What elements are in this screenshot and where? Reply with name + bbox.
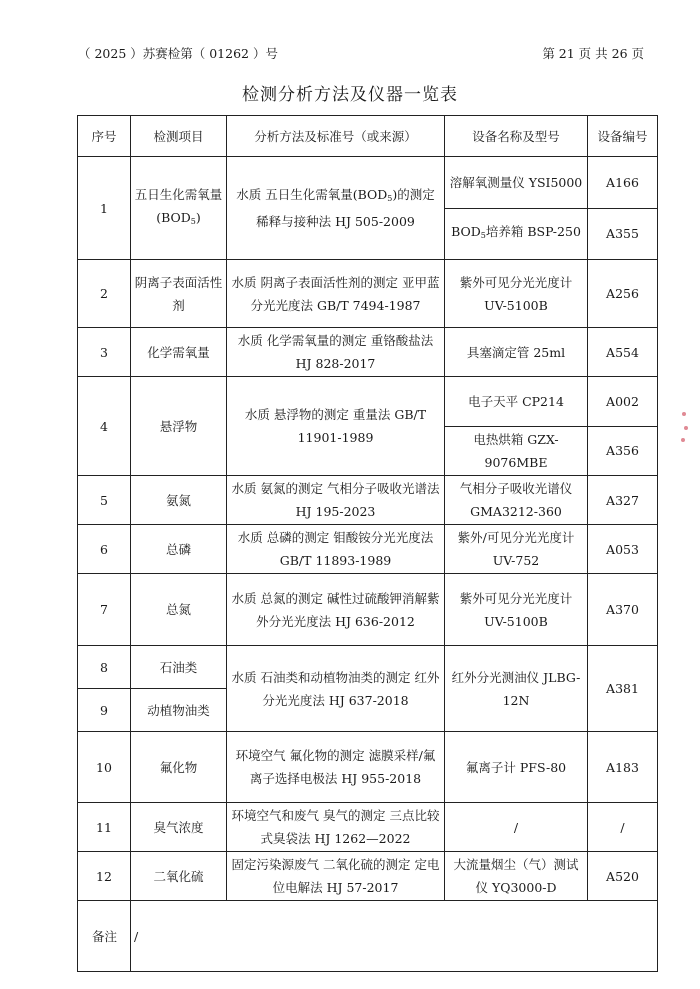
page-title: 检测分析方法及仪器一览表 <box>242 85 458 105</box>
equipment-code: A183 <box>588 732 658 803</box>
test-item: 五日生化需氧量$(BOD_5)$ <box>131 157 227 260</box>
equipment: 溶解氧测量仪 YSI5000 <box>445 157 588 209</box>
table-row <box>78 377 658 427</box>
document-number: （ 2025 ）苏赛检第（ 01262 ）号 <box>78 46 278 61</box>
equipment: 紫外可见分光光度计 UV-5100B <box>445 260 588 328</box>
table-row <box>78 803 658 852</box>
row-number: 12 <box>78 852 131 901</box>
methods-instruments-table <box>77 115 658 972</box>
method-standard: 环境空气和废气 臭气的测定 三点比较式臭袋法 HJ 1262—2022 <box>227 803 445 852</box>
equipment: 紫外/可见分光光度计 UV-752 <box>445 525 588 574</box>
test-item: 氨氮 <box>131 476 227 525</box>
row-number: 3 <box>78 328 131 377</box>
column-header: 设备编号 <box>588 116 658 157</box>
equipment: / <box>445 803 588 852</box>
row-number: 6 <box>78 525 131 574</box>
row-number: 10 <box>78 732 131 803</box>
method-standard: 水质 化学需氧量的测定 重铬酸盐法 HJ 828-2017 <box>227 328 445 377</box>
column-header: 检测项目 <box>131 116 227 157</box>
equipment-code: A381 <box>588 646 658 732</box>
test-item: 二氧化硫 <box>131 852 227 901</box>
table-row <box>78 476 658 525</box>
row-number: 11 <box>78 803 131 852</box>
equipment: 紫外可见分光光度计 UV-5100B <box>445 574 588 646</box>
column-header: 序号 <box>78 116 131 157</box>
test-item: 悬浮物 <box>131 377 227 476</box>
row-number: 8 <box>78 646 131 689</box>
table-row <box>78 646 658 689</box>
equipment: 气相分子吸收光谱仪 GMA3212-360 <box>445 476 588 525</box>
test-item: 阴离子表面活性剂 <box>131 260 227 328</box>
equipment: 氟离子计 PFS-80 <box>445 732 588 803</box>
equipment-code: A370 <box>588 574 658 646</box>
remark-label: 备注 <box>78 901 131 972</box>
test-item: 总磷 <box>131 525 227 574</box>
table-row <box>78 157 658 209</box>
method-standard: 水质 五日生化需氧量$(BOD_5)$的测定 稀释与接种法 HJ 505-2009 <box>227 157 445 260</box>
equipment-code: / <box>588 803 658 852</box>
equipment-code: A327 <box>588 476 658 525</box>
row-number: 7 <box>78 574 131 646</box>
test-item: 臭气浓度 <box>131 803 227 852</box>
test-item: 总氮 <box>131 574 227 646</box>
table-header-row <box>78 116 658 157</box>
test-item: 动植物油类 <box>131 689 227 732</box>
test-item: 氟化物 <box>131 732 227 803</box>
remark-value: / <box>131 901 658 972</box>
remark-row <box>78 901 658 972</box>
method-standard: 水质 悬浮物的测定 重量法 GB/T 11901-1989 <box>227 377 445 476</box>
equipment-code: A166 <box>588 157 658 209</box>
equipment: 大流量烟尘（气）测试仪 YQ3000-D <box>445 852 588 901</box>
equipment: 红外分光测油仪 JLBG-12N <box>445 646 588 732</box>
equipment: 具塞滴定管 25ml <box>445 328 588 377</box>
row-number: 9 <box>78 689 131 732</box>
page-indicator: 第 21 页 共 26 页 <box>542 46 644 61</box>
equipment: 电子天平 CP214 <box>445 377 588 427</box>
method-standard: 水质 氨氮的测定 气相分子吸收光谱法 HJ 195-2023 <box>227 476 445 525</box>
ink-stain-decoration <box>680 412 688 452</box>
table-row <box>78 732 658 803</box>
column-header: 分析方法及标准号（或来源） <box>227 116 445 157</box>
method-standard: 固定污染源废气 二氧化硫的测定 定电位电解法 HJ 57-2017 <box>227 852 445 901</box>
row-number: 5 <box>78 476 131 525</box>
equipment-code: A053 <box>588 525 658 574</box>
method-standard: 水质 总氮的测定 碱性过硫酸钾消解紫外分光光度法 HJ 636-2012 <box>227 574 445 646</box>
equipment-code: A256 <box>588 260 658 328</box>
method-standard: 水质 总磷的测定 钼酸铵分光光度法 GB/T 11893-1989 <box>227 525 445 574</box>
row-number: 4 <box>78 377 131 476</box>
table-row <box>78 260 658 328</box>
method-standard: 水质 石油类和动植物油类的测定 红外分光光度法 HJ 637-2018 <box>227 646 445 732</box>
test-item: 石油类 <box>131 646 227 689</box>
table-row <box>78 525 658 574</box>
method-standard: 水质 阴离子表面活性剂的测定 亚甲蓝分光光度法 GB/T 7494-1987 <box>227 260 445 328</box>
method-standard: 环境空气 氟化物的测定 滤膜采样/氟离子选择电极法 HJ 955-2018 <box>227 732 445 803</box>
row-number: 2 <box>78 260 131 328</box>
table-row <box>78 328 658 377</box>
equipment-code: A355 <box>588 208 658 260</box>
equipment-code: A520 <box>588 852 658 901</box>
equipment-code: A002 <box>588 377 658 427</box>
equipment: 电热烘箱 GZX-9076MBE <box>445 426 588 476</box>
equipment: $BOD_5$培养箱 BSP-250 <box>445 208 588 260</box>
equipment-code: A554 <box>588 328 658 377</box>
equipment-code: A356 <box>588 426 658 476</box>
row-number: 1 <box>78 157 131 260</box>
test-item: 化学需氧量 <box>131 328 227 377</box>
column-header: 设备名称及型号 <box>445 116 588 157</box>
table-row <box>78 852 658 901</box>
table-row <box>78 574 658 646</box>
